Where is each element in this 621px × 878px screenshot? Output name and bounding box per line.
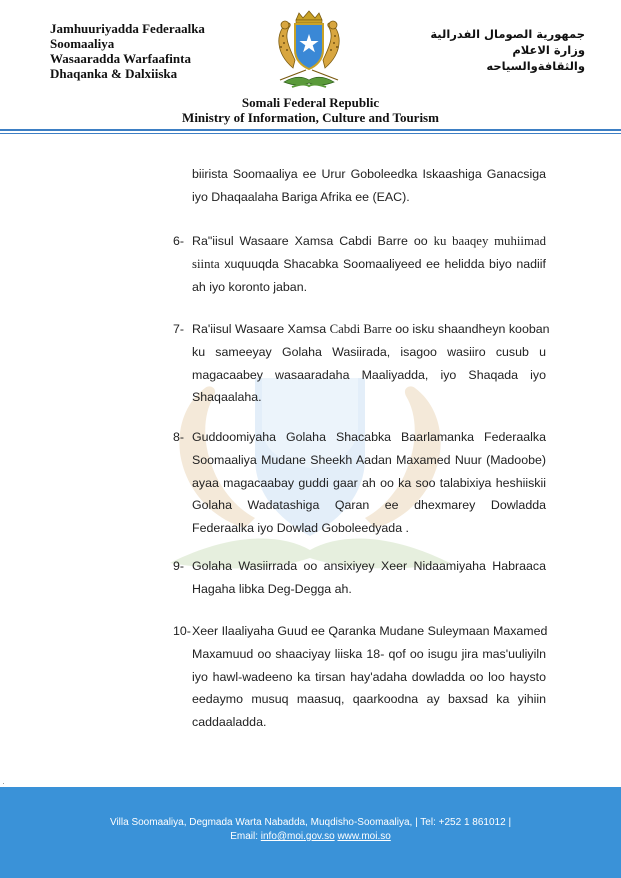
- paragraph-line: Golaha Wasiirrada oo ansixiyey Xeer Nidaamiyaha Habraaca: [192, 559, 546, 573]
- paragraph-line: biirista Soomaaliya ee Urur Goboleedka Iskaashiga Ganacsiga: [192, 167, 546, 181]
- paragraph-line: Golaha Wadatashiga Qaran ee dhexmarey Dowladda: [192, 498, 546, 513]
- header-arabic-line: والثقافةوالسياحه: [486, 59, 585, 73]
- list-item: [192, 426, 546, 540]
- paragraph-line: Soomaaliya Mudane Sheekh Aadan Maxamed Nuur (Madoobe): [192, 452, 546, 467]
- header-divider: [0, 129, 621, 134]
- item-number: 7-: [173, 322, 185, 336]
- footer-website-link[interactable]: www.moi.so: [337, 831, 391, 842]
- paragraph-line: Federaalka iyo Dowlad Goboleedyada .: [192, 521, 409, 536]
- page-mark: [3, 783, 4, 784]
- paragraph-line: siinta xuquuqda Shacabka Soomaaliyeed ee helidda biyo nadiif: [192, 256, 546, 271]
- paragraph-line: Shaqaalaha.: [192, 390, 262, 405]
- header-somali-line: Soomaaliya: [50, 36, 115, 51]
- paragraph-line: eedaymo musuq maasuq, qaarkoodna ay baxsad ka yihiin: [192, 692, 546, 707]
- footer-address: Villa Soomaaliya, Degmada Warta Nabadda, Muqdisho-Soomaaliya, | Tel: +252 1 861012 |: [109, 817, 512, 828]
- footer-email-label: Email:: [230, 831, 258, 842]
- header-somali-title: [50, 21, 250, 81]
- continuation-paragraph: [192, 163, 546, 209]
- page-footer: [0, 787, 621, 878]
- header-somali-line: Jamhuuriyadda Federaalka: [50, 21, 205, 36]
- list-item: [192, 318, 550, 409]
- item-number: 6-: [173, 234, 185, 248]
- paragraph-line: Guddoomiyaha Golaha Shacabka Baarlamanka Federaalka: [192, 430, 546, 444]
- item-number: 10-: [173, 624, 191, 638]
- footer-email-link[interactable]: info@moi.gov.so: [260, 831, 335, 842]
- list-item: [192, 555, 546, 601]
- paragraph-line: ayaa magacaabay guddi gaar ah oo ka soo talabixiya heshiiskii: [192, 475, 546, 490]
- header-arabic-line: وزارة الاعلام: [512, 43, 585, 57]
- header-somali-line: Dhaqanka & Dalxiiska: [50, 66, 178, 81]
- header-english-title: [0, 95, 621, 125]
- header-english-line: Somali Federal Republic: [241, 95, 380, 110]
- somali-coat-of-arms-icon: [266, 10, 352, 92]
- paragraph-line: iyo Dhaqaalaha Bariga Afrika ee (EAC).: [192, 189, 410, 204]
- paragraph-line: Ra'iisul Wasaare Xamsa Cabdi Barre oo isku shaandheyn kooban: [192, 322, 550, 336]
- list-item: [192, 620, 546, 734]
- item-number: 9-: [173, 559, 185, 573]
- footer-contact: [0, 830, 621, 843]
- paragraph-line: caddaaladda.: [192, 715, 267, 730]
- paragraph-line: Xeer Ilaaliyaha Guud ee Qaranka Mudane Suleymaan Maxamed: [192, 624, 548, 638]
- header-arabic-line: جمهورية الصومال الفدرالية: [430, 27, 585, 41]
- header-english-line: Ministry of Information, Culture and Tourism: [182, 110, 439, 125]
- paragraph-line: Ra"iisul Wasaare Xamsa Cabdi Barre oo ku baaqey muhiimad: [192, 234, 546, 248]
- list-item: [192, 230, 546, 298]
- header-arabic-title: [385, 26, 585, 74]
- paragraph-line: ku sameeyay Golaha Wasiirada, isagoo wasiiro cusub u: [192, 344, 546, 359]
- paragraph-line: Hagaha libka Deg-Degga ah.: [192, 581, 352, 596]
- paragraph-line: iyo hawl-wadeeno ka tirsan hay'adaha dowladda oo loo haysto: [192, 669, 546, 684]
- item-number: 8-: [173, 430, 185, 444]
- paragraph-line: magacaabey wasaaradaha Maaliyadda, iyo Shaqada iyo: [192, 367, 546, 382]
- paragraph-line: ah iyo koronto jaban.: [192, 279, 308, 294]
- paragraph-line: Maxamuud oo shaaciyay liiska 18- qof oo isugu jira mas'uuliyiln: [192, 646, 546, 661]
- header-somali-line: Wasaaradda Warfaafinta: [50, 51, 191, 66]
